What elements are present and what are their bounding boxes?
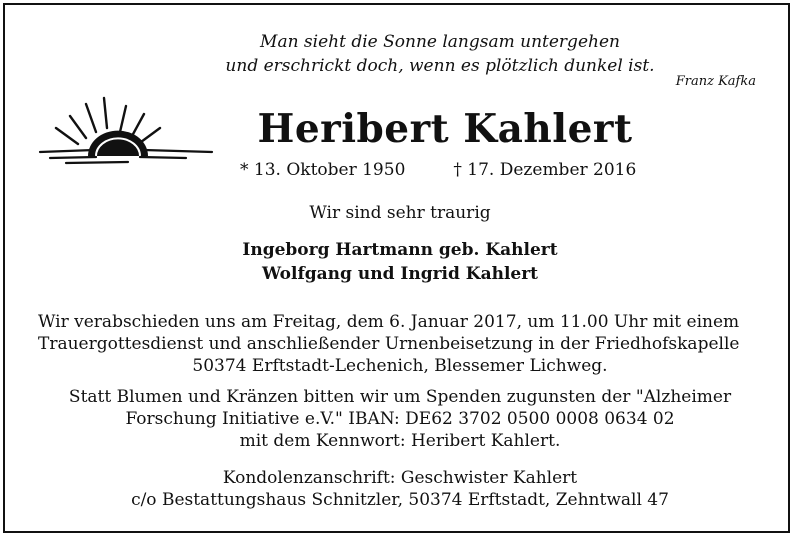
funeral-line-3: 50374 Erftstadt-Lechenich, Blessemer Lichweg. <box>192 356 608 376</box>
donation-paragraph <box>20 386 780 452</box>
family-member: Wolfgang und Ingrid Kahlert <box>261 264 539 284</box>
birth-date: * 13. Oktober 1950 <box>240 160 406 180</box>
donation-line-2: Forschung Initiative e.V." IBAN: DE62 3702 0500 0008 0634 02 <box>125 409 675 429</box>
donation-line-1: Statt Blumen und Kränzen bitten wir um Spenden zugunsten der "Alzheimer <box>68 387 732 407</box>
mourning-line: Wir sind sehr traurig <box>309 203 491 223</box>
condolence-address <box>20 467 780 511</box>
death-date: † 17. Dezember 2016 <box>453 160 637 180</box>
funeral-line-2: Trauergottesdienst und anschließender Urnenbeisetzung in der Friedhofskapelle <box>38 334 740 354</box>
deceased-name: Heribert Kahlert <box>257 106 633 152</box>
quote <box>150 30 730 78</box>
family-names <box>20 238 780 286</box>
condolence-line-2: c/o Bestattungshaus Schnitzler, 50374 Erftstadt, Zehntwall 47 <box>131 490 669 510</box>
quote-line-2: und erschrickt doch, wenn es plötzlich dunkel ist. <box>225 56 655 76</box>
family-member: Ingeborg Hartmann geb. Kahlert <box>242 240 558 260</box>
funeral-paragraph <box>38 311 762 377</box>
condolence-line-1: Kondolenzanschrift: Geschwister Kahlert <box>222 468 578 488</box>
quote-line-1: Man sieht die Sonne langsam untergehen <box>260 32 620 52</box>
funeral-line-1: Wir verabschieden uns am Freitag, dem 6. Januar 2017, um 11.00 Uhr mit einem <box>38 312 740 332</box>
life-dates <box>240 160 684 180</box>
setting-sun-icon <box>36 90 216 170</box>
donation-line-3: mit dem Kennwort: Heribert Kahlert. <box>239 431 561 451</box>
quote-author: Franz Kafka <box>675 74 756 89</box>
